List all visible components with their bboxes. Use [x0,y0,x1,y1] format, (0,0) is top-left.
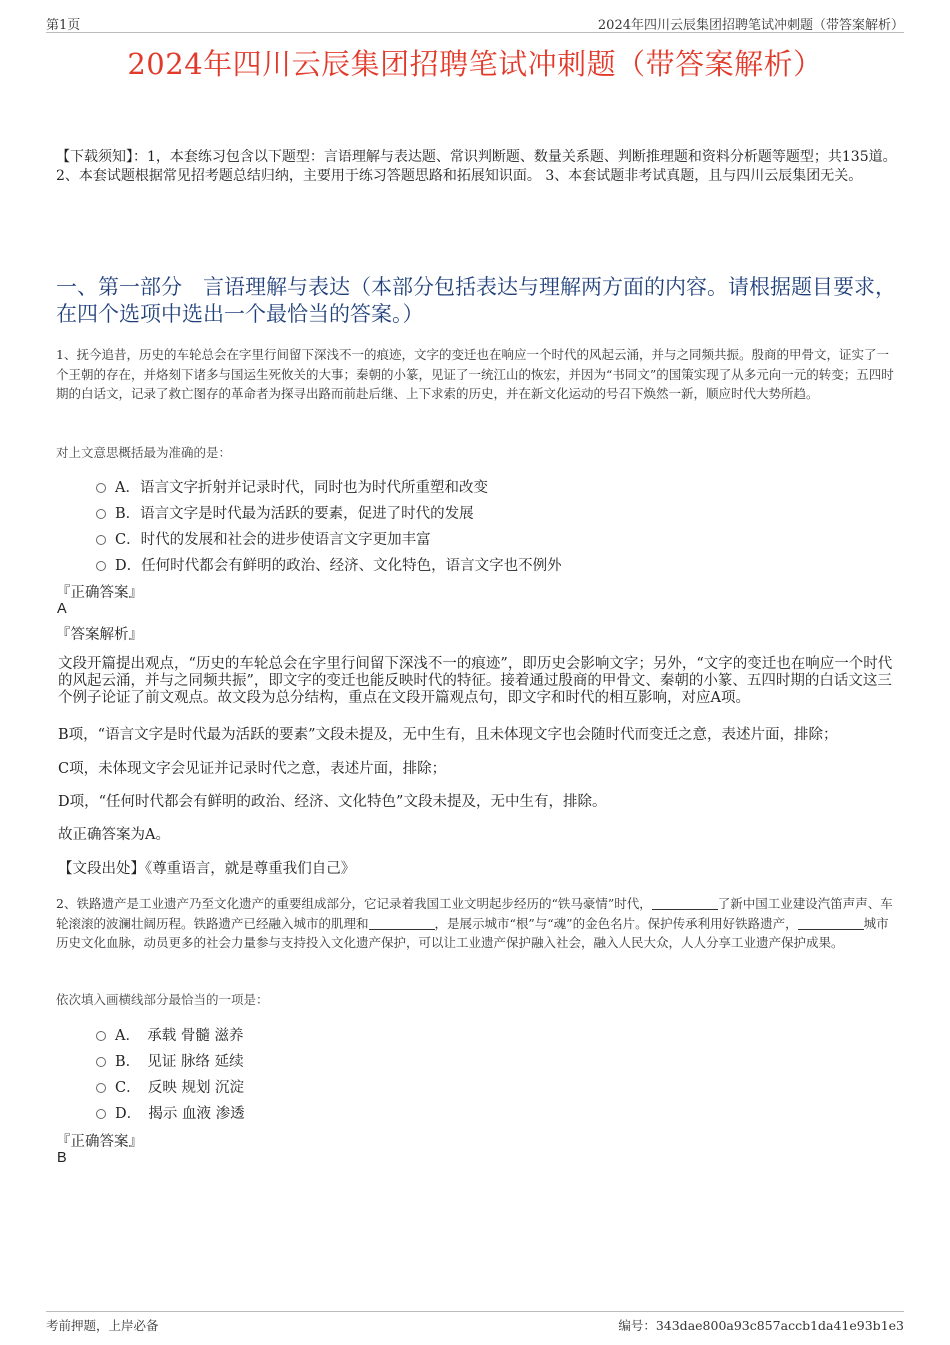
correct-answer: B [57,1150,67,1166]
answer-label: 『正确答案』 [56,1134,143,1150]
radio-icon[interactable] [96,1031,106,1041]
download-notice: 【下载须知】：1，本套练习包含以下题型：言语理解与表达题、常识判断题、数量关系题、判断推理题和资料分析题等题型；共135道。 2、本套试题根据常见招考题总结归纳，主要用于练习答题思路和拓展知识面。 3、本套试题非考试真题，且与四川云辰集团无关。 [56,149,897,184]
analysis-paragraph: 文段开篇提出观点，“历史的车轮总会在字里行间留下深浅不一的痕迹”，即历史会影响文字；另外，“文字的变迁也在响应一个时代的风起云涌，并与之同频共振”，即文字的变迁也能反映时代的特征。接着通过殷商的甲骨文、秦朝的小篆、五四时期的白话文这三个例子论证了前文观点。故文段为总分结构，重点在文段开篇观点句，即文字和时代的相互影响，对应A项。 [58,656,893,706]
analysis-paragraph: D项，“任何时代都会有鲜明的政治、经济、文化特色”文段未提及，无中生有，排除。 [58,794,607,810]
page-header [46,12,904,33]
radio-icon[interactable] [96,509,106,519]
question-2-text: 2、铁路遗产是工业遗产乃至文化遗产的重要组成部分，它记录着我国工业文明起步经历的“铁马豪情”时代， 了新中国工业建设汽笛声声、车轮滚滚的波澜壮阔历程。铁路遗产已经融入城市的肌理和 ，是展示城市“根”与“魂”的金色名片。保护传承利用好铁路遗产， 城市历史文化血脉，动员更多的社会力量参与支持投入文化遗产保护，可以让工业遗产保护融入社会，融入人民大众，人人分享工业遗产保护成果。 [56,896,893,950]
radio-icon[interactable] [96,483,106,493]
answer-label: 『正确答案』 [56,585,143,601]
option-d[interactable]: D． 揭示 血液 渗透 [96,1102,245,1128]
page-title: 2024年四川云辰集团招聘笔试冲刺题（带答案解析） [127,47,823,81]
page-footer [46,1311,904,1333]
question-1-text: 1、抚今追昔，历史的车轮总会在字里行间留下深浅不一的痕迹，文字的变迁也在响应一个时代的风起云涌，并与之同频共振。殷商的甲骨文，证实了一个王朝的存在，并烙刻下诸多与国运生死攸关的大事；秦朝的小篆，见证了一统江山的恢宏，并因为“书同文”的国策实现了从多元向一元的转变；五四时期的白话文，记录了救亡图存的革命者为探寻出路而前赴后继、上下求索的历史，并在新文化运动的号召下焕然一新，顺应时代大势所趋。 [56,347,894,401]
option-c[interactable]: C． 反映 规划 沉淀 [96,1076,245,1102]
option-d[interactable]: D．任何时代都会有鲜明的政治、经济、文化特色，语言文字也不例外 [96,554,562,580]
analysis-label: 『答案解析』 [56,627,143,643]
option-b[interactable]: B．语言文字是时代最为活跃的要素，促进了时代的发展 [96,502,562,528]
fill-blank [652,897,718,910]
footer-slogan: 考前押题，上岸必备 [46,1318,159,1333]
radio-icon[interactable] [96,1109,106,1119]
radio-icon[interactable] [96,1083,106,1093]
radio-icon[interactable] [96,561,106,571]
page-number: 第1页 [46,18,81,33]
option-c[interactable]: C．时代的发展和社会的进步使语言文字更加丰富 [96,528,562,554]
analysis-paragraph: B项，“语言文字是时代最为活跃的要素”文段未提及，无中生有，且未体现文字也会随时代而变迁之意，表述片面，排除； [58,727,838,743]
correct-answer: A [57,601,67,617]
question-1-options [96,476,562,580]
source-citation: 【文段出处】《尊重语言，就是尊重我们自己》 [58,861,356,877]
question-1-prompt: 对上文意思概括最为准确的是： [56,445,232,460]
radio-icon[interactable] [96,1057,106,1067]
option-a[interactable]: A． 承载 骨髓 滋养 [96,1024,245,1050]
fill-blank [798,917,864,930]
question-2-options [96,1024,245,1128]
section-title: 一、第一部分 言语理解与表达（本部分包括表达与理解两方面的内容。请根据题目要求，在四个选项中选出一个最恰当的答案。） [56,275,896,326]
question-2-prompt: 依次填入画横线部分最恰当的一项是： [56,992,269,1007]
option-b[interactable]: B． 见证 脉络 延续 [96,1050,245,1076]
option-a[interactable]: A．语言文字折射并记录时代，同时也为时代所重塑和改变 [96,476,562,502]
fill-blank [369,917,435,930]
radio-icon[interactable] [96,535,106,545]
analysis-conclusion: 故正确答案为A。 [58,827,170,843]
analysis-paragraph: C项，未体现文字会见证并记录时代之意，表述片面，排除； [58,761,447,777]
footer-serial: 编号：343dae800a93c857accb1da41e93b1e3 [618,1318,904,1333]
header-doc-title: 2024年四川云辰集团招聘笔试冲刺题（带答案解析） [597,18,904,33]
